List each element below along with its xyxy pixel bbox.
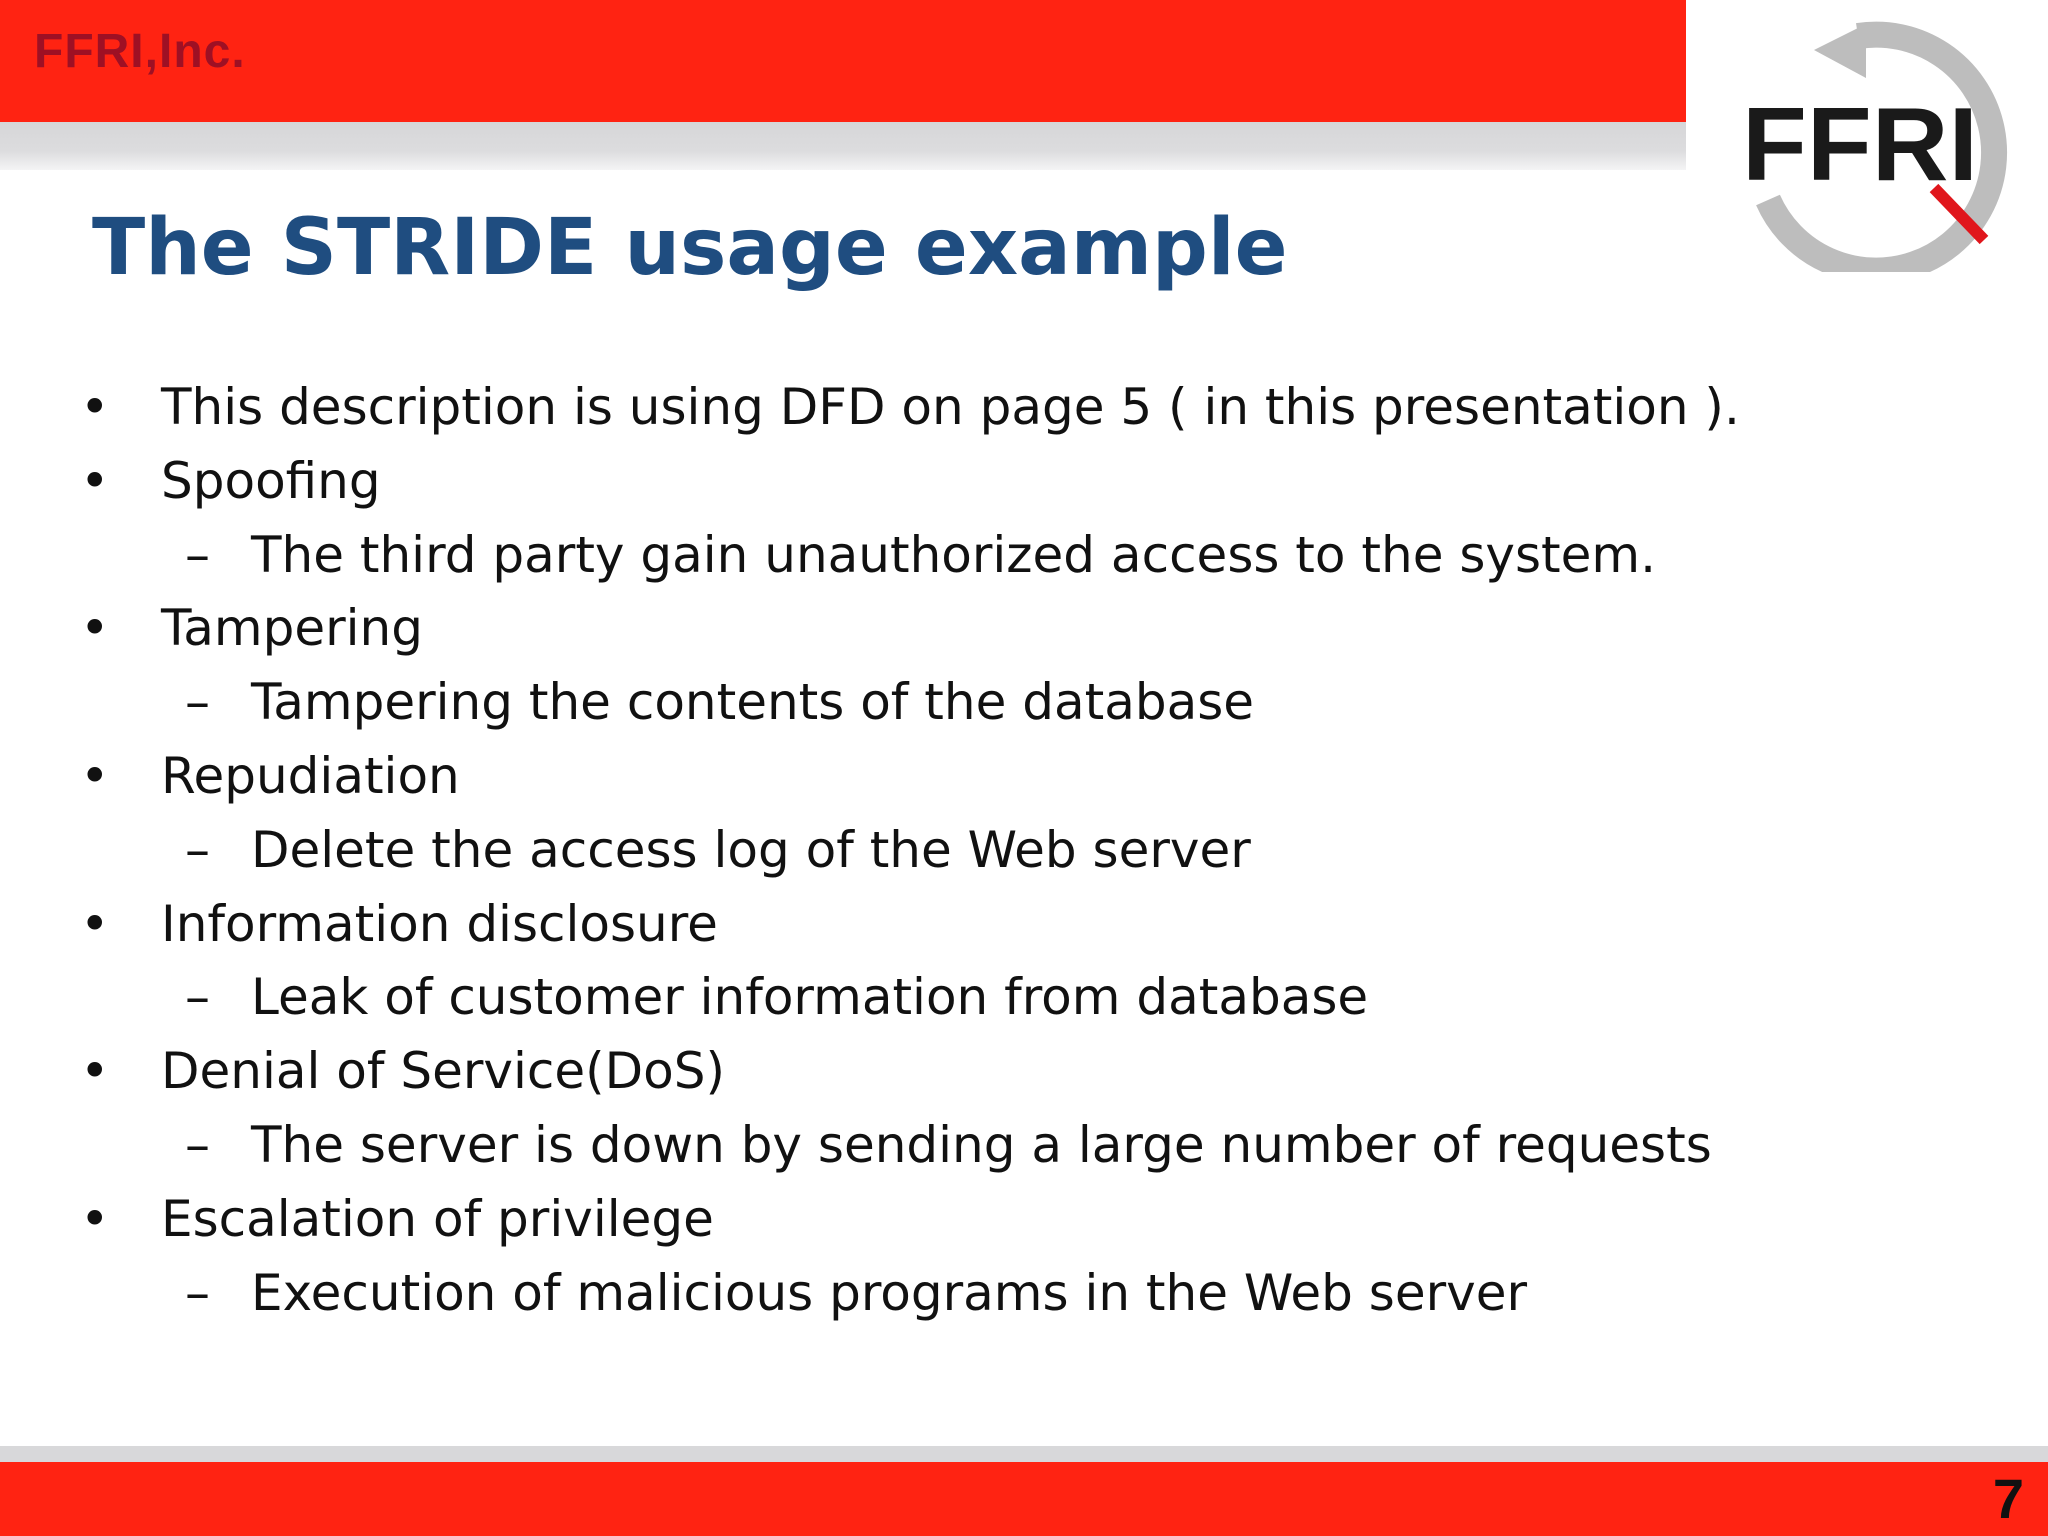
sub-bullet-text: Delete the access log of the Web server bbox=[251, 820, 1251, 879]
bullet-item bbox=[0, 1034, 1900, 1108]
bullet-item bbox=[0, 887, 1900, 961]
bullet-icon: • bbox=[80, 894, 110, 953]
bullet-text: This description is using DFD on page 5 ( in this presentation ). bbox=[161, 378, 1740, 436]
bullet-icon: • bbox=[80, 451, 110, 510]
bullet-text: Tampering bbox=[161, 599, 423, 658]
page-number: 7 bbox=[1992, 1467, 2024, 1530]
bullet-icon: • bbox=[80, 599, 110, 658]
sub-bullet-text: The third party gain unauthorized access to the system. bbox=[251, 525, 1657, 584]
dash-icon: – bbox=[185, 820, 210, 879]
header-gray-band bbox=[0, 122, 1686, 170]
bullet-icon: • bbox=[80, 1189, 110, 1248]
sub-bullet-item bbox=[0, 1108, 1900, 1182]
company-name: FFRI,Inc. bbox=[34, 25, 246, 78]
sub-bullet-text: Tampering the contents of the database bbox=[251, 673, 1255, 732]
dash-icon: – bbox=[185, 673, 210, 732]
sub-bullet-text: Leak of customer information from database bbox=[251, 968, 1369, 1027]
bullet-text: Spoofing bbox=[161, 451, 381, 510]
sub-bullet-text: Execution of malicious programs in the Web server bbox=[251, 1263, 1528, 1322]
bullet-icon: • bbox=[80, 746, 110, 805]
bullet-item bbox=[0, 739, 1900, 813]
sub-bullet-item bbox=[0, 665, 1900, 739]
slide-title: The STRIDE usage example bbox=[92, 203, 1288, 293]
bullet-item bbox=[0, 591, 1900, 665]
bullet-list bbox=[0, 370, 1900, 1329]
header-red-bar bbox=[0, 0, 1686, 122]
bullet-text: Escalation of privilege bbox=[161, 1189, 714, 1248]
bullet-icon: • bbox=[80, 1042, 110, 1101]
bullet-icon: • bbox=[80, 378, 110, 436]
dash-icon: – bbox=[185, 1263, 210, 1322]
sub-bullet-item bbox=[0, 518, 1900, 592]
ffri-logo bbox=[1726, 20, 2031, 272]
bullet-text: Denial of Service(DoS) bbox=[161, 1042, 725, 1101]
sub-bullet-item bbox=[0, 1256, 1900, 1330]
bullet-item bbox=[0, 1182, 1900, 1256]
bullet-item bbox=[0, 370, 1900, 444]
dash-icon: – bbox=[185, 968, 210, 1027]
sub-bullet-item bbox=[0, 960, 1900, 1034]
sub-bullet-item bbox=[0, 813, 1900, 887]
dash-icon: – bbox=[185, 525, 210, 584]
bullet-item bbox=[0, 444, 1900, 518]
sub-bullet-text: The server is down by sending a large number of requests bbox=[251, 1115, 1712, 1174]
footer-red-bar bbox=[0, 1462, 2048, 1536]
bullet-text: Information disclosure bbox=[161, 894, 718, 953]
footer-gray-band bbox=[0, 1446, 2048, 1462]
logo-text: FFRI bbox=[1742, 87, 1978, 203]
bullet-text: Repudiation bbox=[161, 746, 460, 805]
dash-icon: – bbox=[185, 1115, 210, 1174]
